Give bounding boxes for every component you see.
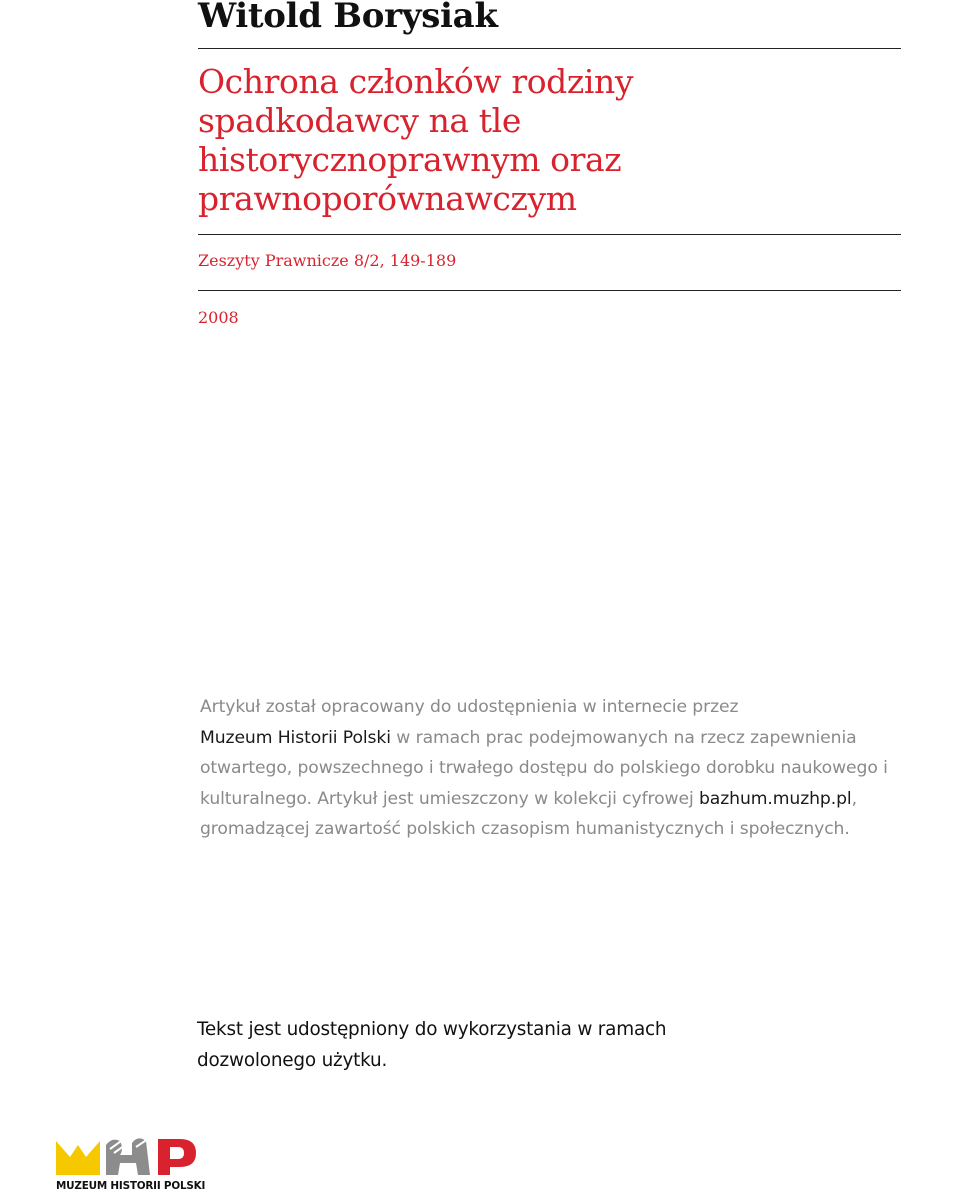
divider [198, 48, 901, 49]
usage-notice [197, 1014, 817, 1076]
article-title [198, 62, 878, 218]
notice-text: , gromadzącej zawartość polskich czasopism humanistycznych i społecznych. [200, 788, 857, 839]
logo-red-mark [158, 1139, 196, 1175]
usage-line: dozwolonego użytku. [197, 1050, 388, 1071]
logo-yellow-mark [56, 1141, 100, 1175]
availability-notice [200, 692, 900, 845]
museum-logo-icon [54, 1133, 204, 1179]
collection-link[interactable]: bazhum.muzhp.pl [699, 788, 852, 809]
journal-source: Zeszyty Prawnicze 8/2, 149-189 [198, 251, 457, 270]
divider [198, 234, 901, 235]
usage-line: Tekst jest udostępniony do wykorzystania w ramach [197, 1019, 667, 1040]
museum-name: Muzeum Historii Polski [200, 727, 391, 748]
publication-year: 2008 [198, 308, 239, 327]
title-line: prawnoporównawczym [198, 179, 577, 218]
title-line: spadkodawcy na tle [198, 101, 521, 140]
notice-text: w ramach prac podejmowanych na rzecz zapewnienia otwartego, powszechnego i trwałego dostępu do polskiego dorobku naukowego i kulturalnego. Artykuł jest umieszczony w kolekcji cyfrowej [200, 727, 888, 809]
title-line: Ochrona członków rodziny [198, 62, 634, 101]
museum-logo [54, 1133, 204, 1195]
title-line: historycznoprawnym oraz [198, 140, 622, 179]
divider [198, 290, 901, 291]
notice-text: Artykuł został opracowany do udostępnienia w internecie przez [200, 697, 739, 717]
logo-caption: MUZEUM HISTORII POLSKI [56, 1180, 206, 1192]
author-name: Witold Borysiak [198, 0, 498, 36]
